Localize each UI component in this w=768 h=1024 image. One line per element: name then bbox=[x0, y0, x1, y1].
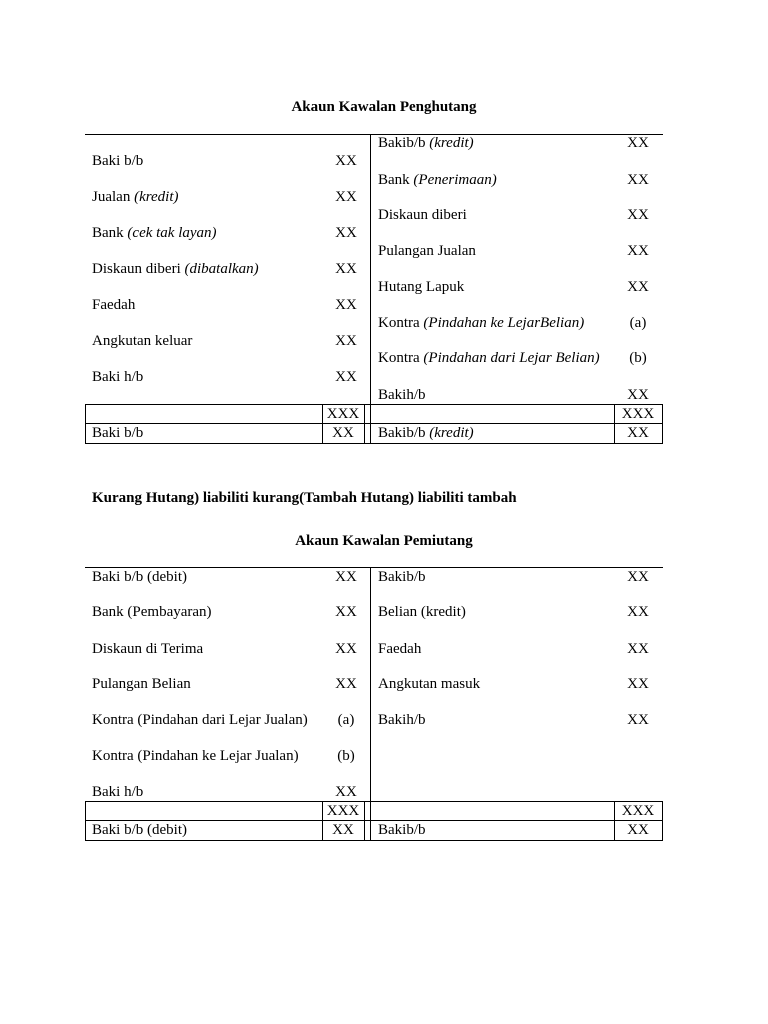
ledger-entry: Bakih/b bbox=[378, 387, 426, 403]
ledger-amount: XX bbox=[627, 135, 649, 151]
ledger-amount: (b) bbox=[629, 350, 647, 366]
ledger-amount: XX bbox=[627, 172, 649, 188]
pemiutang-total-right: XXX bbox=[621, 803, 655, 819]
ledger-amount: XX bbox=[627, 604, 649, 620]
penghutang-center-divider bbox=[370, 134, 371, 443]
pemiutang-closing-right: Bakib/b bbox=[378, 822, 426, 838]
ledger-amount: XX bbox=[335, 225, 357, 241]
pemiutang-total-left: XXX bbox=[326, 803, 360, 819]
ledger-amount: (a) bbox=[337, 712, 355, 728]
penghutang-closing-left-amount: XX bbox=[332, 425, 354, 441]
ledger-amount: XX bbox=[335, 604, 357, 620]
ledger-amount: XX bbox=[335, 261, 357, 277]
ledger-entry: Kontra (Pindahan dari Lejar Jualan) bbox=[92, 712, 308, 728]
ledger-entry: Baki h/b bbox=[92, 369, 144, 385]
penghutang-closing-left: Baki b/b bbox=[92, 425, 144, 441]
pemiutang-closing-right-amount: XX bbox=[627, 822, 649, 838]
ledger-entry: Bank (cek tak layan) bbox=[92, 225, 217, 241]
rule bbox=[85, 840, 663, 841]
ledger-amount: XX bbox=[335, 569, 357, 585]
rule bbox=[85, 801, 86, 841]
ledger-amount: XX bbox=[627, 712, 649, 728]
ledger-entry: Bank (Pembayaran) bbox=[92, 604, 212, 620]
ledger-entry: Baki h/b bbox=[92, 784, 144, 800]
penghutang-closing-right: Bakib/b (kredit) bbox=[378, 425, 474, 441]
ledger-amount: XX bbox=[335, 676, 357, 692]
pemiutang-closing-left-amount: XX bbox=[332, 822, 354, 838]
ledger-entry: Faedah bbox=[378, 641, 422, 657]
ledger-entry: Diskaun di Terima bbox=[92, 641, 204, 657]
ledger-entry: Diskaun diberi bbox=[378, 207, 467, 223]
rule bbox=[662, 801, 663, 841]
ledger-entry: Bakih/b bbox=[378, 712, 426, 728]
ledger-entry: Kontra (Pindahan dari Lejar Belian) bbox=[378, 350, 600, 366]
rule bbox=[85, 423, 663, 424]
penghutang-top-rule bbox=[85, 134, 663, 135]
ledger-entry: Kontra (Pindahan ke Lejar Jualan) bbox=[92, 748, 299, 764]
ledger-amount: XX bbox=[335, 297, 357, 313]
ledger-amount: XX bbox=[335, 369, 357, 385]
penghutang-total-right: XXX bbox=[621, 406, 655, 422]
ledger-entry: Belian (kredit) bbox=[378, 604, 466, 620]
penghutang-title: Akaun Kawalan Penghutang bbox=[291, 99, 477, 115]
ledger-amount: (b) bbox=[337, 748, 355, 764]
rule bbox=[662, 404, 663, 444]
ledger-amount: XX bbox=[335, 189, 357, 205]
ledger-amount: XX bbox=[335, 153, 357, 169]
liability-note: Kurang Hutang) liabiliti kurang(Tambah Hutang) liabiliti tambah bbox=[92, 490, 517, 506]
ledger-entry: Baki b/b bbox=[92, 153, 144, 169]
ledger-entry: Angkutan keluar bbox=[92, 333, 193, 349]
ledger-amount: XX bbox=[627, 569, 649, 585]
rule bbox=[85, 443, 663, 444]
ledger-amount: XX bbox=[335, 784, 357, 800]
ledger-entry: Pulangan Jualan bbox=[378, 243, 476, 259]
rule bbox=[85, 404, 663, 405]
ledger-amount: XX bbox=[335, 333, 357, 349]
pemiutang-title: Akaun Kawalan Pemiutang bbox=[295, 533, 473, 549]
ledger-entry: Bakib/b bbox=[378, 569, 426, 585]
ledger-entry: Jualan (kredit) bbox=[92, 189, 179, 205]
pemiutang-closing-left: Baki b/b (debit) bbox=[92, 822, 187, 838]
ledger-entry: Faedah bbox=[92, 297, 136, 313]
ledger-amount: XX bbox=[627, 641, 649, 657]
ledger-amount: XX bbox=[627, 387, 649, 403]
ledger-entry: Bakib/b (kredit) bbox=[378, 135, 474, 151]
ledger-amount: (a) bbox=[629, 315, 647, 331]
ledger-entry: Pulangan Belian bbox=[92, 676, 191, 692]
rule bbox=[85, 801, 663, 802]
penghutang-closing-right-amount: XX bbox=[627, 425, 649, 441]
ledger-entry: Diskaun diberi (dibatalkan) bbox=[92, 261, 259, 277]
ledger-entry: Bank (Penerimaan) bbox=[378, 172, 497, 188]
ledger-amount: XX bbox=[627, 676, 649, 692]
rule bbox=[364, 404, 365, 444]
ledger-entry: Hutang Lapuk bbox=[378, 279, 465, 295]
penghutang-total-left: XXX bbox=[326, 406, 360, 422]
ledger-amount: XX bbox=[627, 279, 649, 295]
ledger-entry: Angkutan masuk bbox=[378, 676, 481, 692]
ledger-entry: Baki b/b (debit) bbox=[92, 569, 187, 585]
ledger-amount: XX bbox=[627, 207, 649, 223]
rule bbox=[85, 404, 86, 444]
pemiutang-center-divider bbox=[370, 567, 371, 840]
rule bbox=[364, 801, 365, 841]
ledger-amount: XX bbox=[627, 243, 649, 259]
ledger-entry: Kontra (Pindahan ke LejarBelian) bbox=[378, 315, 585, 331]
ledger-amount: XX bbox=[335, 641, 357, 657]
